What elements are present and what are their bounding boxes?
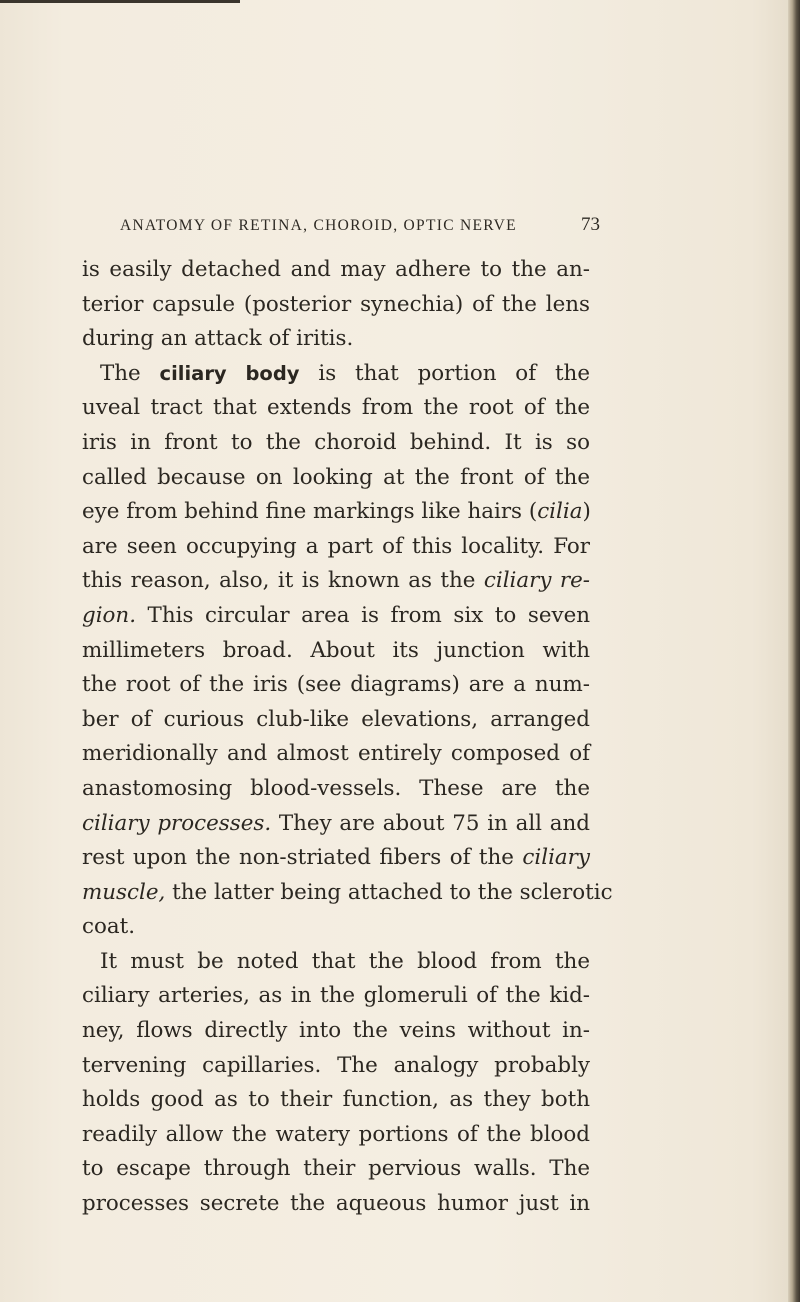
- text-line: ber of curious club-like elevations, arranged: [82, 706, 590, 732]
- page-number: 73: [581, 214, 600, 235]
- text-line: eye from behind fine markings like hairs (cilia): [82, 499, 591, 525]
- text-line: are seen occupying a part of this locality. For: [82, 533, 590, 559]
- text-line: ciliary processes. They are about 75 in all and: [82, 810, 590, 836]
- term-ciliary-body: ciliary body: [159, 361, 300, 385]
- italic-gion: gion.: [82, 602, 136, 628]
- text-line: rest upon the non-striated fibers of the ciliary: [82, 845, 590, 871]
- text-line: muscle, the latter being attached to the sclerotic: [82, 879, 613, 905]
- text-line: iris in front to the choroid behind. It is so: [82, 429, 590, 455]
- text-line: to escape through their pervious walls. The: [82, 1156, 590, 1182]
- text-line: ney, flows directly into the veins without in-: [82, 1018, 590, 1044]
- text-line: gion. This circular area is from six to seven: [82, 602, 590, 628]
- text-line: called because on looking at the front of the: [82, 464, 590, 490]
- text-line: processes secrete the aqueous humor just in: [82, 1191, 590, 1217]
- text-line: this reason, also, it is known as the ciliary re-: [82, 568, 591, 594]
- text-line: terior capsule (posterior synechia) of the lens: [82, 291, 590, 317]
- text-line: holds good as to their function, as they both: [82, 1087, 590, 1113]
- text-line: readily allow the watery portions of the blood: [82, 1121, 590, 1147]
- text-line: during an attack of iritis.: [82, 326, 354, 352]
- text-line: millimeters broad. About its junction with: [82, 637, 590, 663]
- italic-ciliary-region: ciliary re-: [483, 568, 591, 594]
- italic-ciliary-processes: ciliary processes.: [82, 810, 272, 836]
- text-line: is easily detached and may adhere to the an-: [82, 257, 590, 282]
- running-head: [120, 214, 600, 240]
- text-line: uveal tract that extends from the root of the: [82, 395, 590, 421]
- text-line: The ciliary body is that portion of the: [100, 360, 590, 386]
- italic-ciliary: ciliary: [522, 845, 590, 871]
- scan-top-edge: [0, 0, 240, 3]
- text-line: anastomosing blood-vessels. These are the: [82, 775, 590, 801]
- page-binding-edge: [788, 0, 800, 1302]
- text-line: ciliary arteries, as in the glomeruli of the kid-: [82, 983, 590, 1009]
- text-line: the root of the iris (see diagrams) are a num-: [82, 672, 590, 698]
- text-line: tervening capillaries. The analogy probably: [82, 1052, 590, 1078]
- body-text: [82, 253, 613, 1222]
- italic-muscle: muscle,: [82, 879, 166, 905]
- text-line: It must be noted that the blood from the: [100, 948, 590, 974]
- italic-cilia: cilia: [537, 499, 583, 525]
- text-line: coat.: [82, 914, 136, 940]
- running-title: ANATOMY OF RETINA, CHOROID, OPTIC NERVE: [120, 217, 517, 234]
- text-line: meridionally and almost entirely composed of: [82, 741, 590, 767]
